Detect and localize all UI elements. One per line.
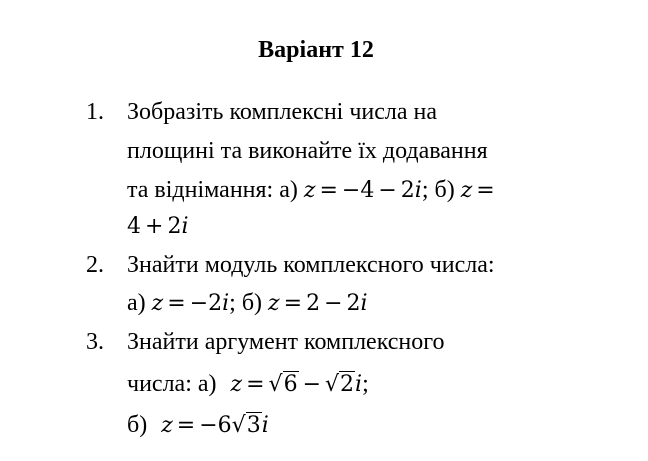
- item-2-label-a: а): [127, 290, 146, 316]
- sqrt-six: √6: [268, 372, 298, 397]
- item-1-line-2: площині та виконайте їх додавання: [127, 138, 488, 164]
- item-1-line-4: [127, 206, 188, 247]
- item-3-formula-b: z = −6√3i: [161, 413, 269, 438]
- item-1-line-3-sep: ; б): [421, 177, 455, 203]
- item-3-sep: ;: [362, 371, 369, 397]
- item-2-line-1: Знайти модуль комплексного числа:: [127, 252, 495, 278]
- item-3-label-a: числа: а): [127, 371, 217, 397]
- item-1-formula-b-end: 4 + 2i: [127, 214, 189, 239]
- item-number-3: 3.: [86, 329, 104, 355]
- item-1-formula-b-start: z =: [460, 178, 495, 203]
- item-3-formula-a: z = √6 − √2i: [231, 372, 363, 397]
- item-2-formula-b: z = 2 − 2i: [268, 291, 368, 316]
- item-1-formula-a: z = −4 − 2i: [303, 178, 422, 203]
- item-3-label-b: б): [127, 412, 148, 438]
- item-1-line-3-text: та віднімання: а): [127, 177, 298, 203]
- item-3-line-2: [127, 364, 369, 405]
- item-2-label-b: ; б): [229, 290, 263, 316]
- sqrt-two: √2: [325, 372, 355, 397]
- item-1-line-1: Зобразіть комплексні числа на: [127, 99, 438, 125]
- item-number-1: 1.: [86, 99, 104, 125]
- item-number-2: 2.: [86, 252, 104, 278]
- item-2-formula-a: z = −2i: [151, 291, 230, 316]
- page-title: Варіант 12: [258, 37, 374, 63]
- item-1-line-3: [127, 170, 499, 211]
- item-2-line-2: [127, 283, 368, 324]
- sqrt-three: √3: [231, 413, 261, 438]
- item-3-line-3: [127, 405, 269, 446]
- item-3-line-1: Знайти аргумент комплексного: [127, 329, 445, 355]
